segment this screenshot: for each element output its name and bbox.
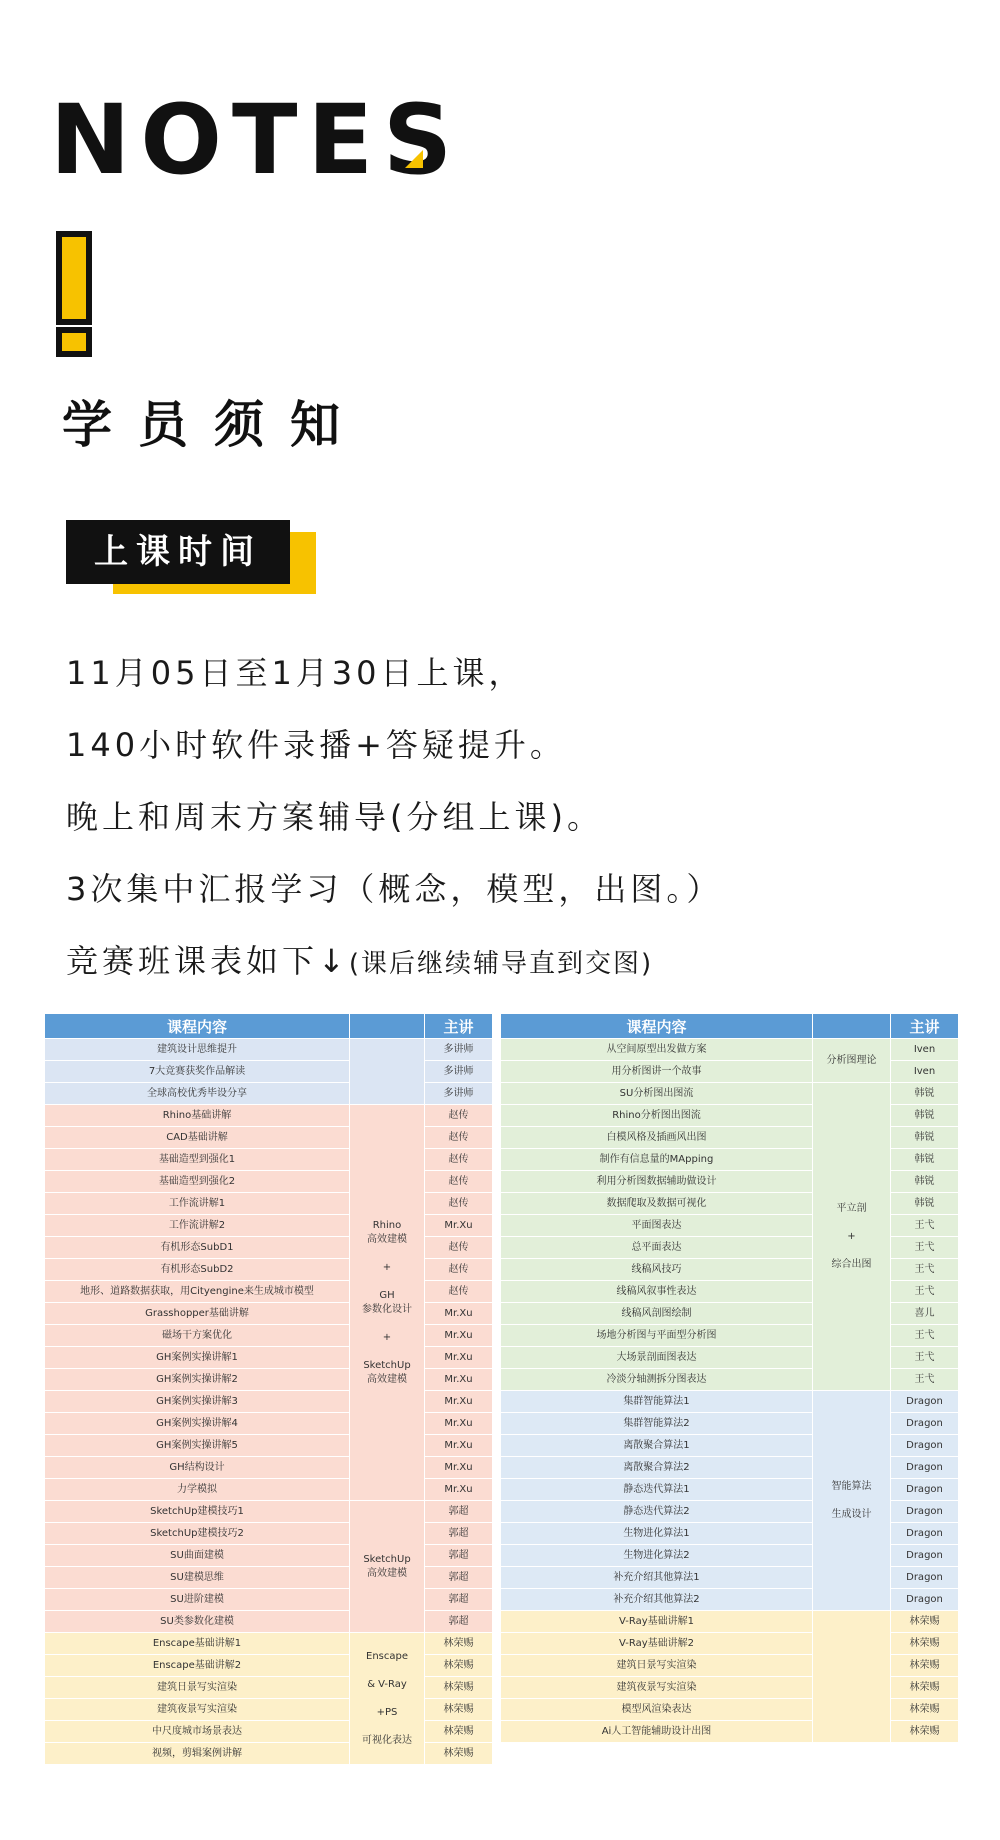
table-row (501, 1523, 959, 1545)
teacher-cell: 郭超 (425, 1567, 493, 1589)
course-cell: 有机形态SubD1 (45, 1237, 350, 1259)
course-cell: GH案例实操讲解1 (45, 1347, 350, 1369)
teacher-cell: Mr.Xu (425, 1325, 493, 1347)
table-row (45, 1677, 493, 1699)
course-cell: GH案例实操讲解5 (45, 1435, 350, 1457)
course-cell: 集群智能算法1 (501, 1391, 813, 1413)
table-row (45, 1435, 493, 1457)
course-cell: 生物进化算法2 (501, 1545, 813, 1567)
module-cell (350, 1105, 425, 1501)
schedule-note-text: (课后继续辅导直到交图) (348, 949, 654, 979)
table-row (45, 1545, 493, 1567)
course-cell: Grasshopper基础讲解 (45, 1303, 350, 1325)
module-label: Rhino 高效建模 + GH 参数化设计 + SketchUp 高效建模 (362, 1219, 412, 1385)
course-cell: 白模风格及插画风出图 (501, 1127, 813, 1149)
exclamation-icon (54, 230, 94, 360)
table-row (501, 1699, 959, 1721)
teacher-cell: Dragon (891, 1501, 959, 1523)
table-row (45, 1259, 493, 1281)
table-row (45, 1699, 493, 1721)
table-row (501, 1215, 959, 1237)
table-row (45, 1347, 493, 1369)
table-row (45, 1061, 493, 1083)
course-cell: 从空间原型出发做方案 (501, 1039, 813, 1061)
table-row (501, 1127, 959, 1149)
teacher-cell: Dragon (891, 1391, 959, 1413)
teacher-cell: 郭超 (425, 1523, 493, 1545)
table-row (501, 1193, 959, 1215)
table-row (45, 1149, 493, 1171)
table-row (45, 1457, 493, 1479)
teacher-cell: Dragon (891, 1523, 959, 1545)
teacher-cell: 王弋 (891, 1369, 959, 1391)
info-line-tutoring: 晚上和周末方案辅导(分组上课)。 (66, 798, 603, 836)
teacher-cell: Dragon (891, 1589, 959, 1611)
table-row (45, 1303, 493, 1325)
teacher-cell: Mr.Xu (425, 1369, 493, 1391)
table-row (501, 1413, 959, 1435)
course-cell: SU进阶建模 (45, 1589, 350, 1611)
course-cell: 7大竞赛获奖作品解读 (45, 1061, 350, 1083)
table-row (45, 1171, 493, 1193)
teacher-cell: 多讲师 (425, 1061, 493, 1083)
teacher-cell: 多讲师 (425, 1039, 493, 1061)
right-header-group (813, 1014, 891, 1039)
table-row (45, 1039, 493, 1061)
course-cell: 总平面表达 (501, 1237, 813, 1259)
teacher-cell: 喜儿 (891, 1303, 959, 1325)
teacher-cell: 林荣赐 (425, 1633, 493, 1655)
table-row (501, 1567, 959, 1589)
right-header-content: 课程内容 (501, 1014, 813, 1039)
left-header-teacher: 主讲 (425, 1014, 493, 1039)
teacher-cell: 王弋 (891, 1237, 959, 1259)
course-cell: SU类参数化建模 (45, 1611, 350, 1633)
table-row (45, 1369, 493, 1391)
course-cell: 大场景剖面图表达 (501, 1347, 813, 1369)
course-cell: 中尺度城市场景表达 (45, 1721, 350, 1743)
teacher-cell: 林荣赐 (891, 1699, 959, 1721)
teacher-cell: 韩锐 (891, 1083, 959, 1105)
teacher-cell: Iven (891, 1039, 959, 1061)
section-title: 学员须知 (62, 396, 366, 454)
info-line-schedule (66, 936, 653, 982)
teacher-cell: 王弋 (891, 1325, 959, 1347)
course-cell: 建筑夜景写实渲染 (45, 1699, 350, 1721)
table-row (501, 1391, 959, 1413)
course-cell: 基础造型到强化1 (45, 1149, 350, 1171)
teacher-cell: 赵传 (425, 1237, 493, 1259)
course-cell: 制作有信息量的MApping (501, 1149, 813, 1171)
course-cell: SU分析图出图流 (501, 1083, 813, 1105)
module-label: 分析图理论 (826, 1054, 877, 1066)
teacher-cell: Dragon (891, 1413, 959, 1435)
course-cell: Enscape基础讲解1 (45, 1633, 350, 1655)
course-cell: 建筑日景写实渲染 (45, 1677, 350, 1699)
teacher-cell: 赵传 (425, 1193, 493, 1215)
course-cell: Ai人工智能辅助设计出图 (501, 1721, 813, 1743)
table-row (501, 1237, 959, 1259)
teacher-cell: 郭超 (425, 1589, 493, 1611)
module-cell (813, 1039, 891, 1083)
table-row (501, 1061, 959, 1083)
table-row (45, 1413, 493, 1435)
table-row (501, 1171, 959, 1193)
table-row (45, 1721, 493, 1743)
teacher-cell: 林荣赐 (425, 1677, 493, 1699)
table-row (501, 1589, 959, 1611)
teacher-cell: Mr.Xu (425, 1413, 493, 1435)
teacher-cell: 王弋 (891, 1215, 959, 1237)
table-row (45, 1611, 493, 1633)
course-cell: 冷淡分轴测拆分图表达 (501, 1369, 813, 1391)
table-row (501, 1083, 959, 1105)
teacher-cell: 林荣赐 (891, 1611, 959, 1633)
table-row (45, 1567, 493, 1589)
course-cell: SketchUp建模技巧2 (45, 1523, 350, 1545)
table-row (501, 1303, 959, 1325)
table-row (45, 1237, 493, 1259)
teacher-cell: 郭超 (425, 1545, 493, 1567)
teacher-cell: 林荣赐 (425, 1699, 493, 1721)
course-cell: V-Ray基础讲解1 (501, 1611, 813, 1633)
table-row (501, 1281, 959, 1303)
teacher-cell: 林荣赐 (425, 1721, 493, 1743)
table-row (501, 1479, 959, 1501)
table-row (501, 1545, 959, 1567)
teacher-cell: Mr.Xu (425, 1435, 493, 1457)
teacher-cell: 赵传 (425, 1281, 493, 1303)
class-time-badge: 上课时间 (66, 520, 290, 584)
course-cell: V-Ray基础讲解2 (501, 1633, 813, 1655)
schedule-intro-text: 竞赛班课表如下↓ (66, 942, 349, 980)
teacher-cell: Mr.Xu (425, 1303, 493, 1325)
module-cell (350, 1633, 425, 1765)
course-cell: Rhino分析图出图流 (501, 1105, 813, 1127)
course-cell: GH案例实操讲解3 (45, 1391, 350, 1413)
teacher-cell: 韩锐 (891, 1127, 959, 1149)
table-row (45, 1743, 493, 1765)
table-row (45, 1127, 493, 1149)
teacher-cell: 郭超 (425, 1501, 493, 1523)
table-row (501, 1347, 959, 1369)
table-row (45, 1215, 493, 1237)
left-schedule-table (44, 1013, 493, 1765)
teacher-cell: 林荣赐 (425, 1743, 493, 1765)
course-cell: Enscape基础讲解2 (45, 1655, 350, 1677)
course-cell: 线稿风剖图绘制 (501, 1303, 813, 1325)
table-row (501, 1501, 959, 1523)
teacher-cell: 王弋 (891, 1259, 959, 1281)
teacher-cell: Mr.Xu (425, 1479, 493, 1501)
teacher-cell: Dragon (891, 1479, 959, 1501)
table-row (45, 1501, 493, 1523)
teacher-cell: 林荣赐 (891, 1655, 959, 1677)
table-row (45, 1479, 493, 1501)
table-row (45, 1633, 493, 1655)
module-cell (350, 1039, 425, 1105)
right-header-teacher: 主讲 (891, 1014, 959, 1039)
table-row (45, 1105, 493, 1127)
course-cell: 集群智能算法2 (501, 1413, 813, 1435)
teacher-cell: Mr.Xu (425, 1457, 493, 1479)
table-row (501, 1369, 959, 1391)
course-cell: 工作流讲解1 (45, 1193, 350, 1215)
course-cell: 建筑日景写实渲染 (501, 1655, 813, 1677)
table-row (45, 1083, 493, 1105)
module-label: 智能算法 生成设计 (831, 1480, 872, 1520)
table-row (501, 1611, 959, 1633)
table-row (501, 1149, 959, 1171)
table-row (45, 1589, 493, 1611)
right-schedule-table (500, 1013, 959, 1743)
module-cell (813, 1611, 891, 1743)
course-cell: 基础造型到强化2 (45, 1171, 350, 1193)
teacher-cell: 赵传 (425, 1259, 493, 1281)
teacher-cell: 赵传 (425, 1149, 493, 1171)
left-header-group (350, 1014, 425, 1039)
teacher-cell: 韩锐 (891, 1105, 959, 1127)
course-cell: 离散聚合算法2 (501, 1457, 813, 1479)
teacher-cell: Dragon (891, 1457, 959, 1479)
teacher-cell: Dragon (891, 1545, 959, 1567)
course-cell: 有机形态SubD2 (45, 1259, 350, 1281)
teacher-cell: Dragon (891, 1567, 959, 1589)
teacher-cell: 赵传 (425, 1127, 493, 1149)
notes-accent-triangle (405, 150, 423, 168)
module-label: 平立剖 + 综合出图 (831, 1202, 872, 1270)
table-row (501, 1721, 959, 1743)
teacher-cell: 韩锐 (891, 1149, 959, 1171)
teacher-cell: Iven (891, 1061, 959, 1083)
course-cell: 磁场干方案优化 (45, 1325, 350, 1347)
teacher-cell: Mr.Xu (425, 1215, 493, 1237)
course-cell: 数据爬取及数据可视化 (501, 1193, 813, 1215)
table-row (501, 1677, 959, 1699)
module-cell (813, 1083, 891, 1391)
table-row (45, 1325, 493, 1347)
course-cell: 工作流讲解2 (45, 1215, 350, 1237)
module-cell (813, 1391, 891, 1611)
course-cell: 全球高校优秀毕设分享 (45, 1083, 350, 1105)
left-header-content: 课程内容 (45, 1014, 350, 1039)
course-cell: 静态迭代算法2 (501, 1501, 813, 1523)
course-cell: 生物进化算法1 (501, 1523, 813, 1545)
course-cell: GH案例实操讲解4 (45, 1413, 350, 1435)
course-cell: SketchUp建模技巧1 (45, 1501, 350, 1523)
teacher-cell: Mr.Xu (425, 1347, 493, 1369)
teacher-cell: 韩锐 (891, 1193, 959, 1215)
table-row (45, 1523, 493, 1545)
table-row (501, 1039, 959, 1061)
teacher-cell: 郭超 (425, 1611, 493, 1633)
teacher-cell: 林荣赐 (891, 1633, 959, 1655)
table-row (501, 1655, 959, 1677)
module-cell (350, 1501, 425, 1633)
info-line-dates: 11月05日至1月30日上课， (66, 654, 525, 692)
table-row (501, 1259, 959, 1281)
teacher-cell: 林荣赐 (891, 1721, 959, 1743)
course-cell: 线稿风叙事性表达 (501, 1281, 813, 1303)
course-cell: 补充介绍其他算法2 (501, 1589, 813, 1611)
table-row (501, 1325, 959, 1347)
module-label: Enscape & V-Ray +PS 可视化表达 (362, 1650, 412, 1746)
course-cell: Rhino基础讲解 (45, 1105, 350, 1127)
table-row (45, 1391, 493, 1413)
teacher-cell: Dragon (891, 1435, 959, 1457)
course-cell: SU曲面建模 (45, 1545, 350, 1567)
course-cell: 建筑夜景写实渲染 (501, 1677, 813, 1699)
course-cell: 线稿风技巧 (501, 1259, 813, 1281)
teacher-cell: 林荣赐 (891, 1677, 959, 1699)
notes-title: NOTES (50, 84, 463, 196)
table-row (501, 1105, 959, 1127)
teacher-cell: 王弋 (891, 1347, 959, 1369)
teacher-cell: 王弋 (891, 1281, 959, 1303)
course-cell: GH案例实操讲解2 (45, 1369, 350, 1391)
teacher-cell: 多讲师 (425, 1083, 493, 1105)
course-cell: 补充介绍其他算法1 (501, 1567, 813, 1589)
teacher-cell: 赵传 (425, 1105, 493, 1127)
course-cell: 平面图表达 (501, 1215, 813, 1237)
course-cell: 模型风渲染表达 (501, 1699, 813, 1721)
table-row (45, 1655, 493, 1677)
course-cell: 利用分析图数据辅助做设计 (501, 1171, 813, 1193)
teacher-cell: 赵传 (425, 1171, 493, 1193)
course-cell: 用分析图讲一个故事 (501, 1061, 813, 1083)
module-label: SketchUp 高效建模 (363, 1553, 411, 1579)
table-row (45, 1193, 493, 1215)
course-cell: GH结构设计 (45, 1457, 350, 1479)
info-line-hours: 140小时软件录播+答疑提升。 (66, 726, 566, 764)
course-cell: CAD基础讲解 (45, 1127, 350, 1149)
table-row (501, 1457, 959, 1479)
info-line-reports: 3次集中汇报学习（概念，模型，出图。） (66, 870, 723, 908)
table-row (501, 1633, 959, 1655)
teacher-cell: 林荣赐 (425, 1655, 493, 1677)
course-cell: 视频，剪辑案例讲解 (45, 1743, 350, 1765)
course-cell: 场地分析图与平面型分析图 (501, 1325, 813, 1347)
course-cell: SU建模思维 (45, 1567, 350, 1589)
course-cell: 离散聚合算法1 (501, 1435, 813, 1457)
course-cell: 建筑设计思维提升 (45, 1039, 350, 1061)
table-row (45, 1281, 493, 1303)
teacher-cell: 韩锐 (891, 1171, 959, 1193)
course-cell: 静态迭代算法1 (501, 1479, 813, 1501)
table-row (501, 1435, 959, 1457)
course-cell: 力学模拟 (45, 1479, 350, 1501)
teacher-cell: Mr.Xu (425, 1391, 493, 1413)
course-cell: 地形、道路数据获取，用Cityengine来生成城市模型 (45, 1281, 350, 1303)
